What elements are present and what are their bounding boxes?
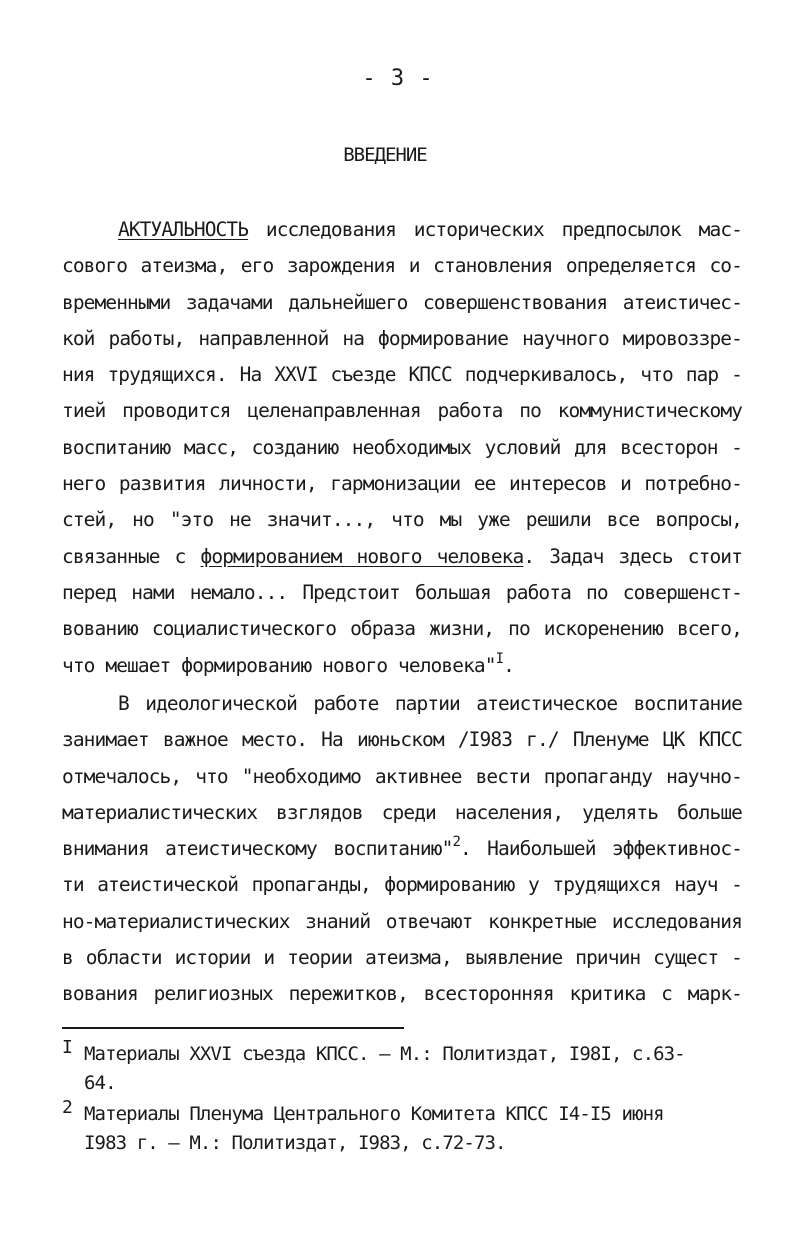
paragraph-ideology [62, 686, 742, 1013]
paragraph-relevance [62, 212, 742, 684]
underlined-term: АКТУАЛЬНОСТЬ [118, 218, 249, 241]
footnote-text-line: I983 г. — М.: Политиздат, I983, с.72-73. [84, 1132, 506, 1154]
text-line: перед нами немало... Предстоит большая работа по совершенст- [62, 580, 742, 604]
text-line: но-материалистических знаний отвечают конкретные исследования [62, 909, 742, 933]
text-line: него развития личности, гармонизации ее интересов и потребно- [62, 472, 742, 496]
text-line: вования религиозных пережитков, всесторонняя критика с марк- [62, 982, 742, 1006]
text-line: ти атеистической пропаганды, формированию у трудящихся науч - [62, 873, 742, 897]
text-line: сового атеизма, его зарождения и становления определяется со- [62, 254, 742, 278]
text-line: В идеологической работе партии атеистическое воспитание [118, 692, 742, 715]
text-line: тией проводится целенаправленная работа по коммунистическому [62, 399, 742, 423]
page-number: - 3 - [362, 66, 434, 91]
footnote-text-line: Материалы Пленума Центрального Комитета КПСС I4-I5 июня [84, 1103, 664, 1125]
text-line: временными задачами дальнейшего совершенствования атеистичес- [62, 290, 742, 314]
text-line: связанные с формированием нового человека. Задач здесь стоит [62, 544, 742, 568]
text-line: кой работы, направленной на формирование научного мировоззре- [62, 326, 742, 350]
text-line: внимания атеистическому воспитанию"$^2$. Наибольшей эффективнос- [62, 834, 742, 861]
text-line: вованию социалистического образа жизни, по искоренению всего, [62, 617, 742, 641]
text-line: материалистических взглядов среди населения, уделять больше [62, 800, 742, 824]
footnote-divider [62, 1027, 404, 1029]
text-line: что мешает формированию нового человека"$^I$. [62, 650, 514, 677]
text-line: занимает важное место. На июньском /I983 г./ Пленуме ЦК КПСС [62, 728, 742, 752]
text-line: ния трудящихся. На XXVI съезде КПСС подчеркивалось, что пар - [62, 363, 742, 387]
text-line: стей, но "это не значит..., что мы уже решили все вопросы, [62, 508, 742, 532]
footnote-text-line: Материалы XXVI съезда КПСС. — М.: Политиздат, I98I, с.63- [84, 1043, 685, 1065]
footnote-1 [62, 1037, 742, 1098]
section-heading: ВВЕДЕНИЕ [343, 144, 427, 166]
text-line: отмечалось, что "необходимо активнее вести пропаганду научно- [62, 764, 742, 788]
footnote-text-line: 64. [84, 1072, 116, 1094]
footnote-mark: 2 [62, 1097, 72, 1118]
text-line: в области истории и теории атеизма, выявление причин сущест - [62, 946, 742, 970]
footnote-ref-2: 2 [452, 834, 460, 851]
text-line: АКТУАЛЬНОСТЬ исследования исторических предпосылок мас- [118, 218, 742, 241]
text-line: воспитанию масс, созданию необходимых условий для всесторон - [62, 435, 742, 459]
footnote-mark: I [62, 1037, 72, 1058]
footnote-2 [62, 1097, 742, 1158]
underlined-phrase: формированием нового человека [200, 544, 524, 568]
footnotes [62, 1037, 742, 1160]
footnote-ref-1: I [495, 650, 504, 667]
